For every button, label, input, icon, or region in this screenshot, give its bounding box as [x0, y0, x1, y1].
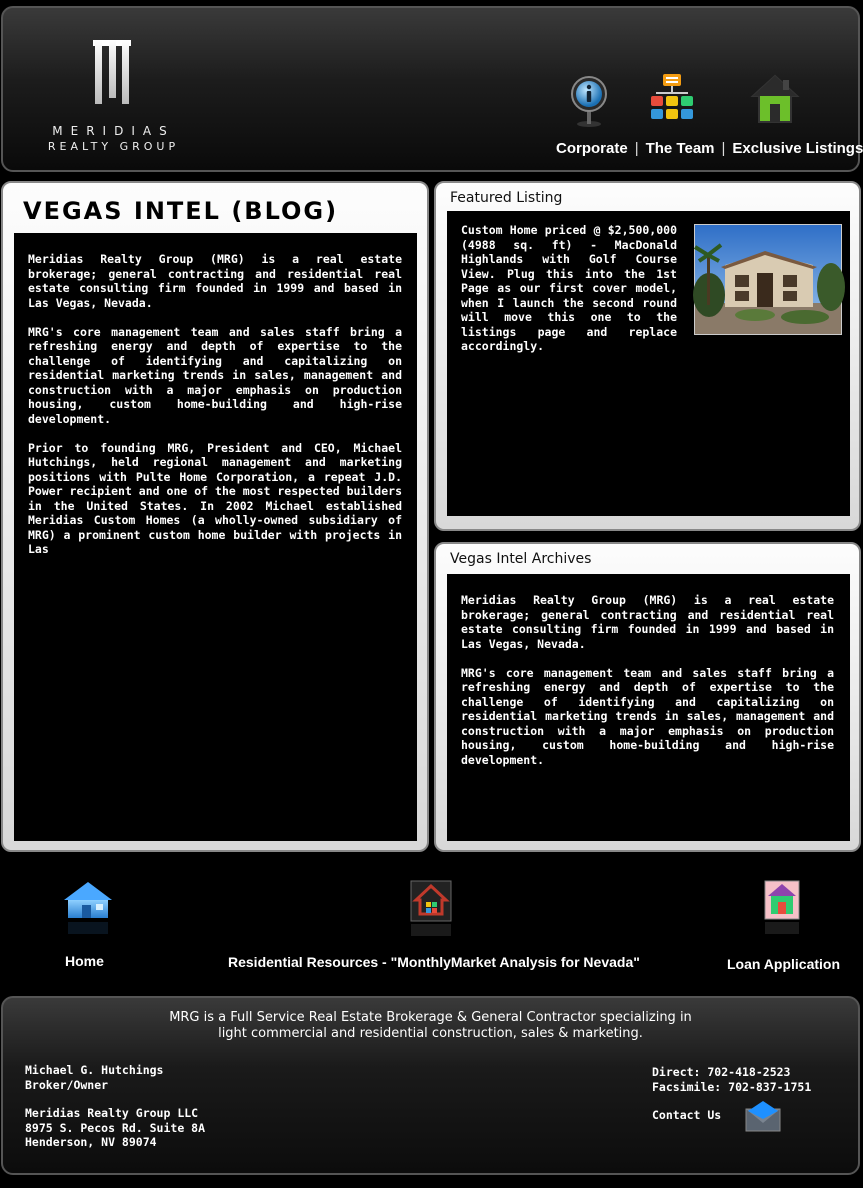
nav-exclusive-listings[interactable]: Exclusive Listings — [732, 140, 863, 157]
blog-paragraph: Meridias Realty Group (MRG) is a real estate brokerage; general contracting and residential real estate consulting firm founded in 1999 and based in Las Vegas, Nevada. — [28, 252, 402, 310]
site-footer — [1, 996, 860, 1175]
contact-title: Broker/Owner — [25, 1077, 109, 1092]
phone-info — [652, 1065, 811, 1094]
footer-tagline — [3, 1010, 858, 1042]
logo-mark-icon — [93, 40, 131, 110]
footer-nav-home[interactable]: Home — [65, 953, 104, 969]
contact-us-link[interactable]: Contact Us — [652, 1108, 722, 1122]
tagline-line: MRG is a Full Service Real Estate Brokerage & General Contractor specializing in — [169, 1010, 692, 1025]
blog-title: VEGAS INTEL (BLOG) — [23, 197, 339, 225]
house-icon[interactable] — [751, 74, 799, 130]
archives-title: Vegas Intel Archives — [450, 551, 592, 567]
featured-listing-title: Featured Listing — [450, 190, 563, 206]
contact-person — [25, 1063, 163, 1092]
loan-application-icon[interactable] — [764, 880, 800, 942]
footer-nav-residential-resources[interactable]: Residential Resources - "MonthlyMarket Analysis for Nevada" — [228, 954, 640, 970]
direct-phone: Direct: 702-418-2523 — [652, 1065, 791, 1079]
blog-content — [14, 233, 417, 841]
blog-panel — [1, 181, 429, 852]
featured-listing-text: Custom Home priced @ $2,500,000 (4988 sq. ft) - MacDonald Highlands with Golf Course View. Plug this into the 1st Page as our first cover model, when I launch the second round will move this one to the listings page and replace accordingly. — [461, 223, 677, 353]
tagline-line: light commercial and residential construction, sales & marketing. — [218, 1026, 643, 1041]
featured-listing-photo[interactable] — [694, 224, 842, 335]
featured-listing-content — [447, 211, 850, 516]
archives-paragraph: Meridias Realty Group (MRG) is a real estate brokerage; general contracting and residential real estate consulting firm founded in 1999 and based in Las Vegas, Nevada. — [461, 593, 834, 651]
main-nav — [556, 140, 863, 157]
contact-name: Michael G. Hutchings — [25, 1063, 164, 1077]
company-name: Meridias Realty Group LLC — [25, 1106, 199, 1120]
archives-content — [447, 574, 850, 841]
nav-the-team[interactable]: The Team — [645, 140, 715, 157]
home-icon[interactable] — [62, 880, 114, 942]
blog-text — [28, 252, 402, 556]
site-header — [1, 6, 863, 172]
nav-separator: | — [634, 140, 639, 157]
address-line: 8975 S. Pecos Rd. Suite 8A — [25, 1120, 206, 1135]
info-icon[interactable] — [565, 74, 613, 130]
blog-paragraph: Prior to founding MRG, President and CEO, Michael Hutchings, held regional management and marketing positions with Pulte Home Corporation, a repeat J.D. Power recipient and one of the most respected builders in the United States. In 2002 Michael established Meridias Custom Homes (a wholly-owned subsidiary of MRG) a prominent custom home builder with projects in Las — [28, 440, 402, 556]
nav-separator: | — [721, 140, 726, 157]
footer-nav-loan-application[interactable]: Loan Application — [727, 956, 841, 972]
org-chart-icon[interactable] — [648, 74, 696, 130]
fax-number: Facsimile: 702-837-1751 — [652, 1079, 812, 1094]
nav-corporate[interactable]: Corporate — [556, 140, 628, 157]
archives-panel — [434, 542, 861, 852]
featured-listing-panel — [434, 181, 861, 531]
archives-text — [461, 593, 834, 782]
logo-name: MERIDIAS — [52, 124, 175, 138]
company-address — [25, 1106, 205, 1150]
market-analysis-icon[interactable] — [410, 880, 452, 942]
logo-subtitle: REALTY GROUP — [47, 140, 180, 153]
archives-paragraph: MRG's core management team and sales staff bring a refreshing energy and depth of expertise to the challenge of identifying and capitalizing on residential marketing trends in sales, management and construction with a major emphasis on production housing, custom home-building and high-rise development. — [461, 665, 834, 767]
address-line: Henderson, NV 89074 — [25, 1135, 157, 1149]
blog-paragraph: MRG's core management team and sales staff bring a refreshing energy and depth of expertise to the challenge of identifying and capitalizing on residential marketing trends in sales, management and construction with a major emphasis on production housing, custom home-building and high-rise development. — [28, 324, 402, 426]
envelope-icon[interactable] — [744, 1099, 782, 1133]
site-logo[interactable] — [31, 36, 196, 156]
